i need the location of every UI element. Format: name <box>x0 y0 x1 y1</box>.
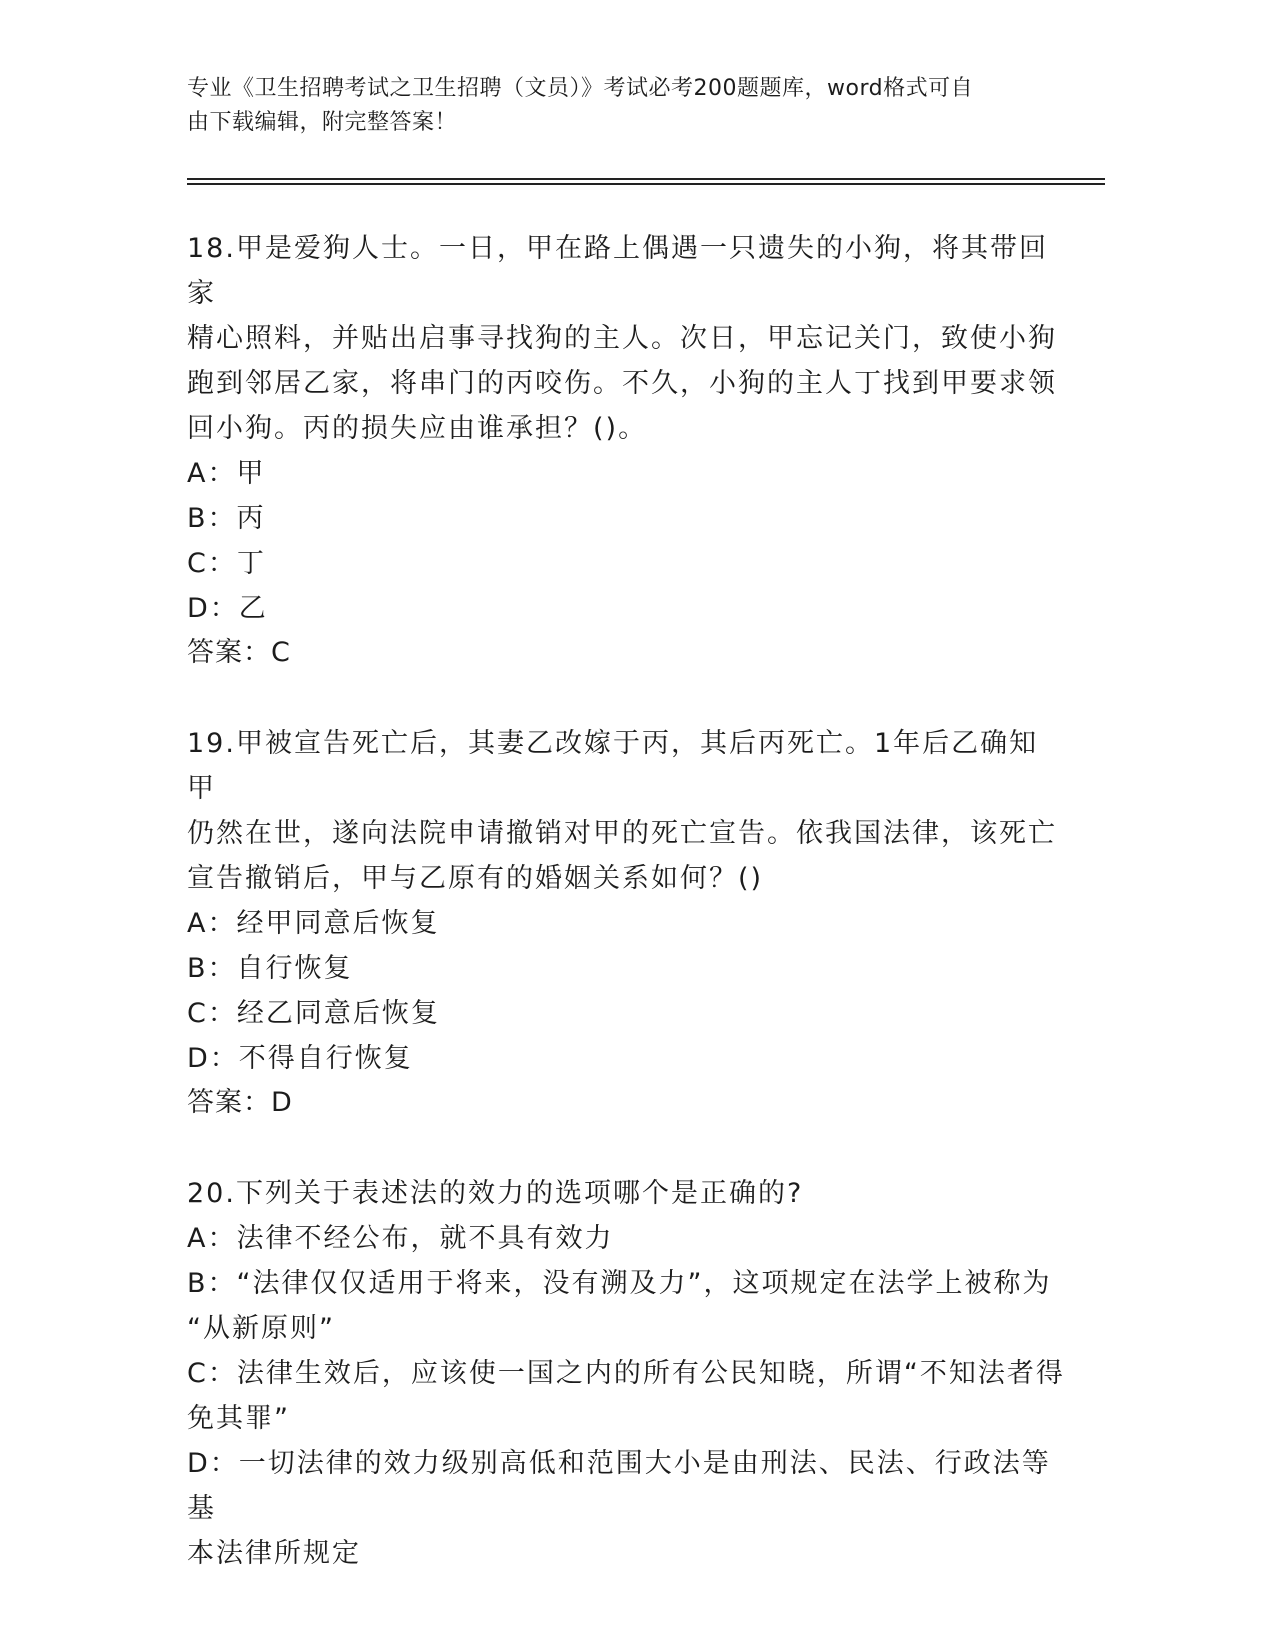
header-line-1: 专业《卫生招聘考试之卫生招聘（文员）》考试必考200题题库，word格式可自 <box>187 76 974 101</box>
option-line: “从新原则” <box>187 1313 335 1344</box>
question-text-line: 回小狗。丙的损失应由谁承担？()。 <box>187 413 648 444</box>
option-line: D：乙 <box>187 593 268 624</box>
question-text-line: 20.下列关于表述法的效力的选项哪个是正确的? <box>187 1178 804 1209</box>
option-line: B：自行恢复 <box>187 953 353 984</box>
option-line: D：一切法律的效力级别高低和范围大小是由刑法、民法、行政法等基 <box>187 1448 1051 1524</box>
question-text-line: 宣告撤销后，甲与乙原有的婚姻关系如何？() <box>187 863 764 894</box>
question-block <box>187 721 1067 1125</box>
question-text-line: 精心照料，并贴出启事寻找狗的主人。次日，甲忘记关门，致使小狗 <box>187 323 1057 354</box>
header-line-2: 由下载编辑，附完整答案！ <box>187 110 458 135</box>
question-text-line: 跑到邻居乙家，将串门的丙咬伤。不久，小狗的主人丁找到甲要求领 <box>187 368 1057 399</box>
header-rule-bottom <box>187 183 1105 185</box>
answer-line: 答案：D <box>187 1087 293 1118</box>
question-text-line: 18.甲是爱狗人士。一日，甲在路上偶遇一只遗失的小狗，将其带回家 <box>187 233 1048 309</box>
option-line: A：甲 <box>187 458 266 489</box>
option-line: B：丙 <box>187 503 266 534</box>
option-line: 本法律所规定 <box>187 1538 361 1569</box>
question-text-line: 19.甲被宣告死亡后，其妻乙改嫁于丙，其后丙死亡。1年后乙确知甲 <box>187 728 1039 804</box>
question-text-line: 仍然在世，遂向法院申请撤销对甲的死亡宣告。依我国法律，该死亡 <box>187 818 1057 849</box>
option-line: D：不得自行恢复 <box>187 1043 413 1074</box>
option-line: A：经甲同意后恢复 <box>187 908 440 939</box>
question-block <box>187 1171 1067 1576</box>
option-line: 免其罪” <box>187 1403 290 1434</box>
question-block <box>187 226 1067 675</box>
option-line: A：法律不经公布，就不具有效力 <box>187 1223 614 1254</box>
option-line: C：丁 <box>187 548 266 579</box>
option-line: C：法律生效后，应该使一国之内的所有公民知晓，所谓“不知法者得 <box>187 1358 1065 1389</box>
header-rule-top <box>187 178 1105 180</box>
question-list <box>187 226 1067 1576</box>
option-line: C：经乙同意后恢复 <box>187 998 440 1029</box>
document-header <box>187 72 1067 140</box>
answer-line: 答案：C <box>187 637 291 668</box>
option-line: B：“法律仅仅适用于将来，没有溯及力”，这项规定在法学上被称为 <box>187 1268 1052 1299</box>
